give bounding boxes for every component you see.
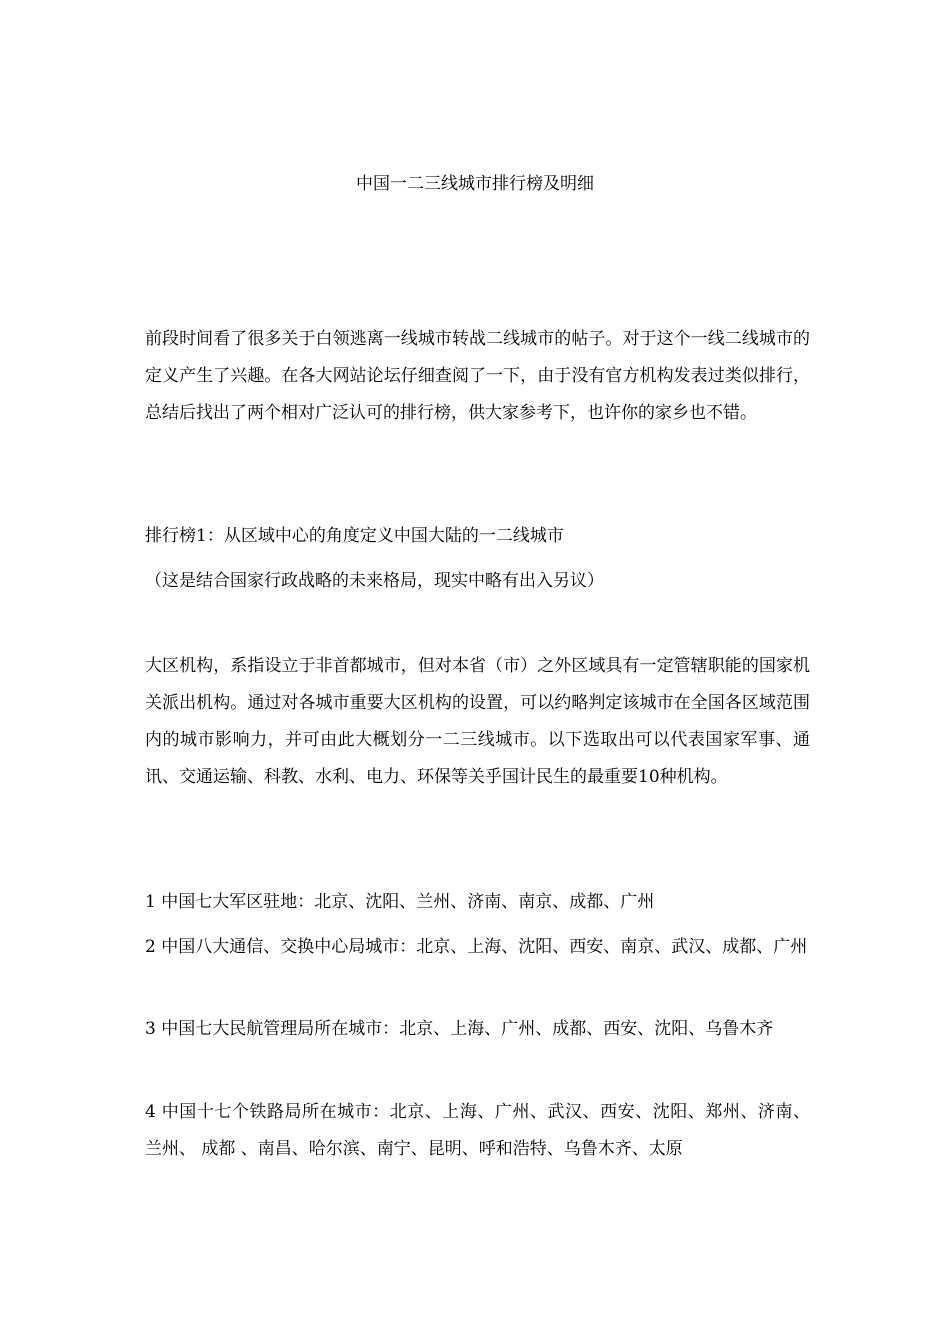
list-item: 2 中国八大通信、交换中心局城市：北京、上海、沈阳、西安、南京、武汉、成都、广州 xyxy=(145,937,808,957)
intro-paragraph: 前段时间看了很多关于白领逃离一线城市转战二线城市的帖子。对于这个一线二线城市的定义产生了兴趣。在各大网站论坛仔细查阅了一下，由于没有官方机构发表过类似排行，总结后找出了两个相对广泛认可的排行榜，供大家参考下，也许你的家乡也不错。 xyxy=(145,329,810,423)
list-item: 3 中国七大民航管理局所在城市：北京、上海、广州、成都、西安、沈阳、乌鲁木齐 xyxy=(145,1019,774,1039)
definition-paragraph: 大区机构，系指设立于非首都城市，但对本省（市）之外区域具有一定管辖职能的国家机关派出机构。通过对各城市重要大区机构的设置，可以约略判定该城市在全国各区域范围内的城市影响力，并可由此大概划分一二三线城市。以下选取出可以代表国家军事、通讯、交通运输、科教、水利、电力、环保等关乎国计民生的最重要10种机构。 xyxy=(145,656,810,787)
ranking1-note: （这是结合国家行政战略的未来格局，现实中略有出入另议） xyxy=(145,571,604,591)
list-item: 4 中国十七个铁路局所在城市：北京、上海、广州、武汉、西安、沈阳、郑州、济南、 兰州、 成都 、南昌、哈尔滨、南宁、昆明、呼和浩特、乌鲁木齐、太原 xyxy=(145,1102,810,1159)
ranking1-heading: 排行榜1：从区域中心的角度定义中国大陆的一二线城市 xyxy=(145,526,564,546)
list-item: 1 中国七大军区驻地：北京、沈阳、兰州、济南、南京、成都、广州 xyxy=(145,892,655,912)
document-title: 中国一二三线城市排行榜及明细 xyxy=(356,174,594,194)
